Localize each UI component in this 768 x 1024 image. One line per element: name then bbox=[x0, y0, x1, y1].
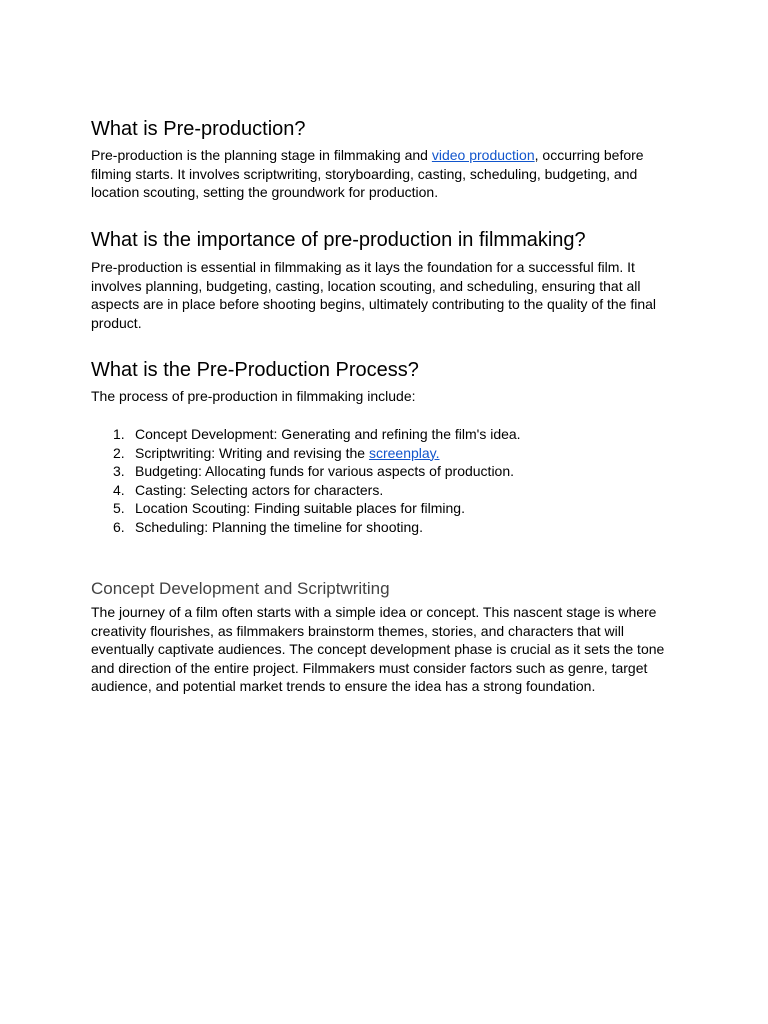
list-item-text: Location Scouting: Finding suitable places for filming. bbox=[135, 500, 465, 517]
paragraph-process-intro: The process of pre-production in filmmaking include: bbox=[91, 388, 416, 404]
list-item-text: Casting: Selecting actors for characters. bbox=[135, 481, 384, 498]
list-item bbox=[91, 481, 521, 500]
list-item-number: 5. bbox=[113, 500, 125, 517]
subheading-concept-development: Concept Development and Scriptwriting bbox=[91, 579, 390, 598]
text-after-link: , occurring before filming starts. It involves scriptwriting, storyboarding, casting, scheduling, budgeting, and location scouting, setting the groundwork for production. bbox=[91, 147, 644, 201]
heading-process: What is the Pre-Production Process? bbox=[91, 359, 419, 381]
paragraph-concept-development: The journey of a film often starts with a simple idea or concept. This nascent stage is where creativity flourishes, as filmmakers brainstorm themes, stories, and characters that will eventually captivate audiences. The concept development phase is crucial as it sets the tone and direction of the entire project. Filmmakers must consider factors such as genre, target audience, and potential market trends to ensure the idea has a strong foundation. bbox=[91, 604, 665, 695]
text-before-link: Pre-production is the planning stage in filmmaking and bbox=[91, 147, 432, 163]
list-item-number: 1. bbox=[113, 426, 125, 442]
list-item-text: Scriptwriting: Writing and revising the bbox=[135, 444, 369, 461]
list-item-number: 2. bbox=[113, 444, 125, 461]
heading-importance: What is the importance of pre-production in filmmaking? bbox=[91, 229, 586, 251]
list-item bbox=[91, 499, 521, 518]
screenplay-link[interactable]: screenplay. bbox=[368, 444, 440, 461]
list-item-number: 3. bbox=[113, 463, 125, 480]
video-production-link[interactable]: video production bbox=[431, 147, 535, 163]
list-item bbox=[91, 425, 521, 444]
list-item-text: Scheduling: Planning the timeline for shooting. bbox=[135, 518, 423, 535]
paragraph-importance: Pre-production is essential in filmmaking as it lays the foundation for a successful film. It involves planning, budgeting, casting, location scouting, and scheduling, ensuring that all aspects are in place before shooting begins, ultimately contributing to the quality of the final product. bbox=[91, 259, 657, 331]
list-item-number: 4. bbox=[113, 481, 125, 498]
list-item-text: Concept Development: Generating and refining the film's idea. bbox=[135, 426, 521, 442]
list-item bbox=[91, 462, 521, 481]
process-steps-list bbox=[91, 425, 521, 537]
heading-what-is-preproduction: What is Pre-production? bbox=[91, 118, 306, 140]
list-item-number: 6. bbox=[113, 518, 125, 535]
list-item bbox=[91, 444, 521, 463]
paragraph-what-is-preproduction bbox=[91, 146, 671, 202]
list-item-text: Budgeting: Allocating funds for various aspects of production. bbox=[135, 463, 515, 480]
list-item bbox=[91, 518, 521, 537]
